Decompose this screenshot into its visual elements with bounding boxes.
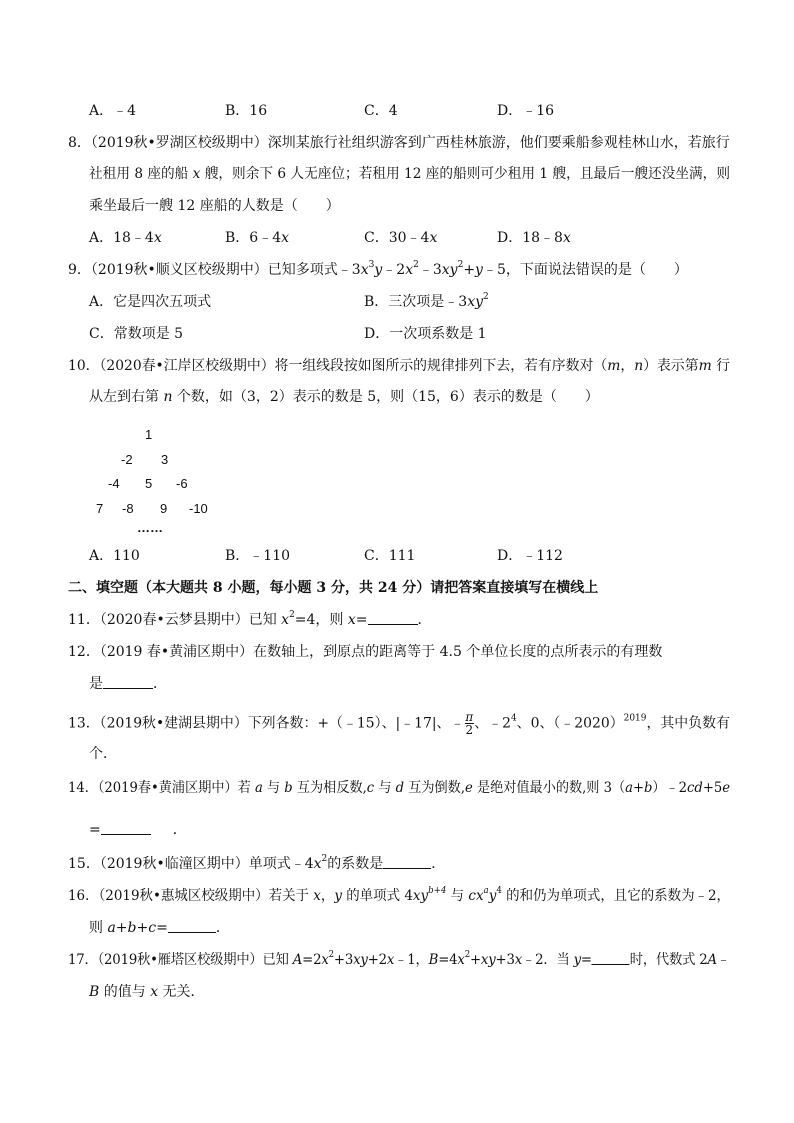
- q17-answer-blank[interactable]: [592, 950, 630, 965]
- q8-option-c: C．30﹣4x: [364, 230, 438, 246]
- q12-line-1: 12．（2019 春•黄浦区期中）在数轴上，到原点的距离等于 4.5 个单位长度的点所表示的有理数: [68, 644, 663, 660]
- q8-option-b: B．6﹣4x: [225, 230, 290, 246]
- q7-option-c: C．4: [364, 103, 398, 119]
- q17-line-2: B 的值与 x 无关．: [89, 984, 205, 1000]
- q8-line-2: 社租用 8 座的船 x 艘，则余下 6 人无座位；若租用 12 座的船则可少租用 1 艘，且最后一艘还没坐满，则: [89, 166, 730, 182]
- q8-option-a: A．18﹣4x: [89, 230, 162, 246]
- q16-line-2: 则 a+b+c= ．: [89, 920, 230, 936]
- q10-line-1: 10．（2020春•江岸区校级期中）将一组线段按如图所示的规律排列下去，若有序数对（m，n）表示第m 行: [68, 358, 730, 374]
- q8-line-1: 8．（2019秋•罗湖区校级期中）深圳某旅行社组织游客到广西桂林旅游，他们要乘船参观桂林山水，若旅行: [68, 135, 730, 151]
- q12-source: 12．（2019 春•黄浦区期中）: [68, 644, 254, 660]
- triangle-ellipsis: ……: [137, 520, 163, 535]
- q14-answer-blank[interactable]: [101, 820, 151, 835]
- q17-line-1: 17．（2019秋•雁塔区校级期中）已知 $A=2x^2+3xy+2x﹣1$，$B=4x^2+xy+3x﹣2$．当 y= 时，代数式 2A﹣: [68, 950, 730, 968]
- triangle-cell: 9: [160, 501, 168, 516]
- q12-line-2: 是 ．: [89, 676, 167, 692]
- q9-option-c: C．常数项是 5: [89, 326, 184, 342]
- q16-line-1: 16．（2019秋•惠城区校级期中）若关于 x，y 的单项式 $4xy^{b+4}$ 与 $cx^ay^4$ 的和仍为单项式，且它的系数为﹣2，: [68, 886, 730, 904]
- q12-answer-blank[interactable]: [103, 674, 153, 689]
- q14-line-1: 14．（2019春•黄浦区期中）若 a 与 b 互为相反数,c 与 d 互为倒数,e 是绝对值最小的数,则 3（a+b）﹣2cd+5e: [68, 780, 730, 796]
- q16-source: 16．（2019秋•惠城区校级期中）: [68, 888, 269, 904]
- section-2-heading: 二、填空题（本大题共 8 小题，每小题 3 分，共 24 分）请把答案直接填写在横线上: [68, 580, 599, 596]
- q9-option-b: B．三次项是$﹣3xy^2$: [364, 292, 489, 310]
- q17-source: 17．（2019秋•雁塔区校级期中）: [68, 952, 263, 968]
- q15-source: 15．（2019秋•临潼区期中）: [68, 856, 249, 872]
- q14-source: 14．（2019春•黄浦区期中）: [68, 780, 238, 796]
- q8-source: 8．（2019秋•罗湖区校级期中）: [68, 135, 268, 151]
- triangle-cell: -6: [176, 476, 188, 491]
- triangle-cell: 7: [96, 501, 104, 516]
- q10-line-2: 从左到右第 n 个数，如（3，2）表示的数是 5，则（15，6）表示的数是（ ）: [89, 389, 599, 405]
- q10-option-c: C．111: [364, 548, 416, 564]
- pi-over-2-fraction: $\frac{\pi}{2}$: [465, 710, 474, 737]
- triangle-cell: -10: [189, 501, 208, 516]
- q11-answer-blank[interactable]: [368, 610, 418, 625]
- q9-option-d: D．一次项系数是 1: [364, 326, 487, 342]
- q15-answer-blank[interactable]: [383, 854, 431, 869]
- triangle-cell: -4: [108, 476, 120, 491]
- triangle-cell: 1: [145, 427, 153, 442]
- q7-option-b: B．16: [225, 103, 268, 119]
- q8-line-3: 乘坐最后一艘 12 座船的人数是（ ）: [89, 198, 340, 214]
- q9-option-a: A．它是四次五项式: [89, 294, 212, 310]
- q10-option-d: D．﹣112: [497, 548, 563, 564]
- q11: 11．（2020春•云梦县期中）已知 $x^2=4$，则 x= ．: [68, 610, 432, 628]
- q7-option-d: D．﹣16: [497, 103, 555, 119]
- q13-line-2: 个．: [89, 746, 117, 762]
- q10-option-b: B．﹣110: [225, 548, 291, 564]
- q10-option-a: A．110: [89, 548, 140, 564]
- q11-source: 11．（2020春•云梦县期中）: [68, 612, 249, 628]
- q14-line-2: = ．: [89, 822, 187, 838]
- q13-line-1: 13．（2019秋•建湖县期中）下列各数：+（﹣15）、|﹣17|、﹣ $\frac{\pi}{2}$ 、$﹣2^4$、0、（﹣2020）$^{2019}$，其中负数有: [68, 710, 730, 737]
- q9-stem: 9．（2019秋•顺义区校级期中）已知多项式$﹣3x^3y﹣2x^2﹣3xy^2+y﹣5$，下面说法错误的是（ ）: [68, 260, 688, 278]
- triangle-cell: 3: [161, 452, 169, 467]
- triangle-cell: 5: [145, 476, 153, 491]
- q10-source: 10．（2020春•江岸区校级期中）: [68, 358, 275, 374]
- triangle-cell: -2: [121, 452, 133, 467]
- q15: 15．（2019秋•临潼区期中）单项式$﹣4x^2$的系数是 ．: [68, 854, 446, 872]
- q9-source: 9．（2019秋•顺义区校级期中）: [68, 262, 268, 278]
- triangle-cell: -8: [122, 501, 134, 516]
- q8-option-d: D．18﹣8x: [497, 230, 571, 246]
- q16-answer-blank[interactable]: [168, 918, 216, 933]
- q13-source: 13．（2019秋•建湖县期中）: [68, 715, 248, 732]
- q7-option-a: A．﹣4: [89, 103, 137, 119]
